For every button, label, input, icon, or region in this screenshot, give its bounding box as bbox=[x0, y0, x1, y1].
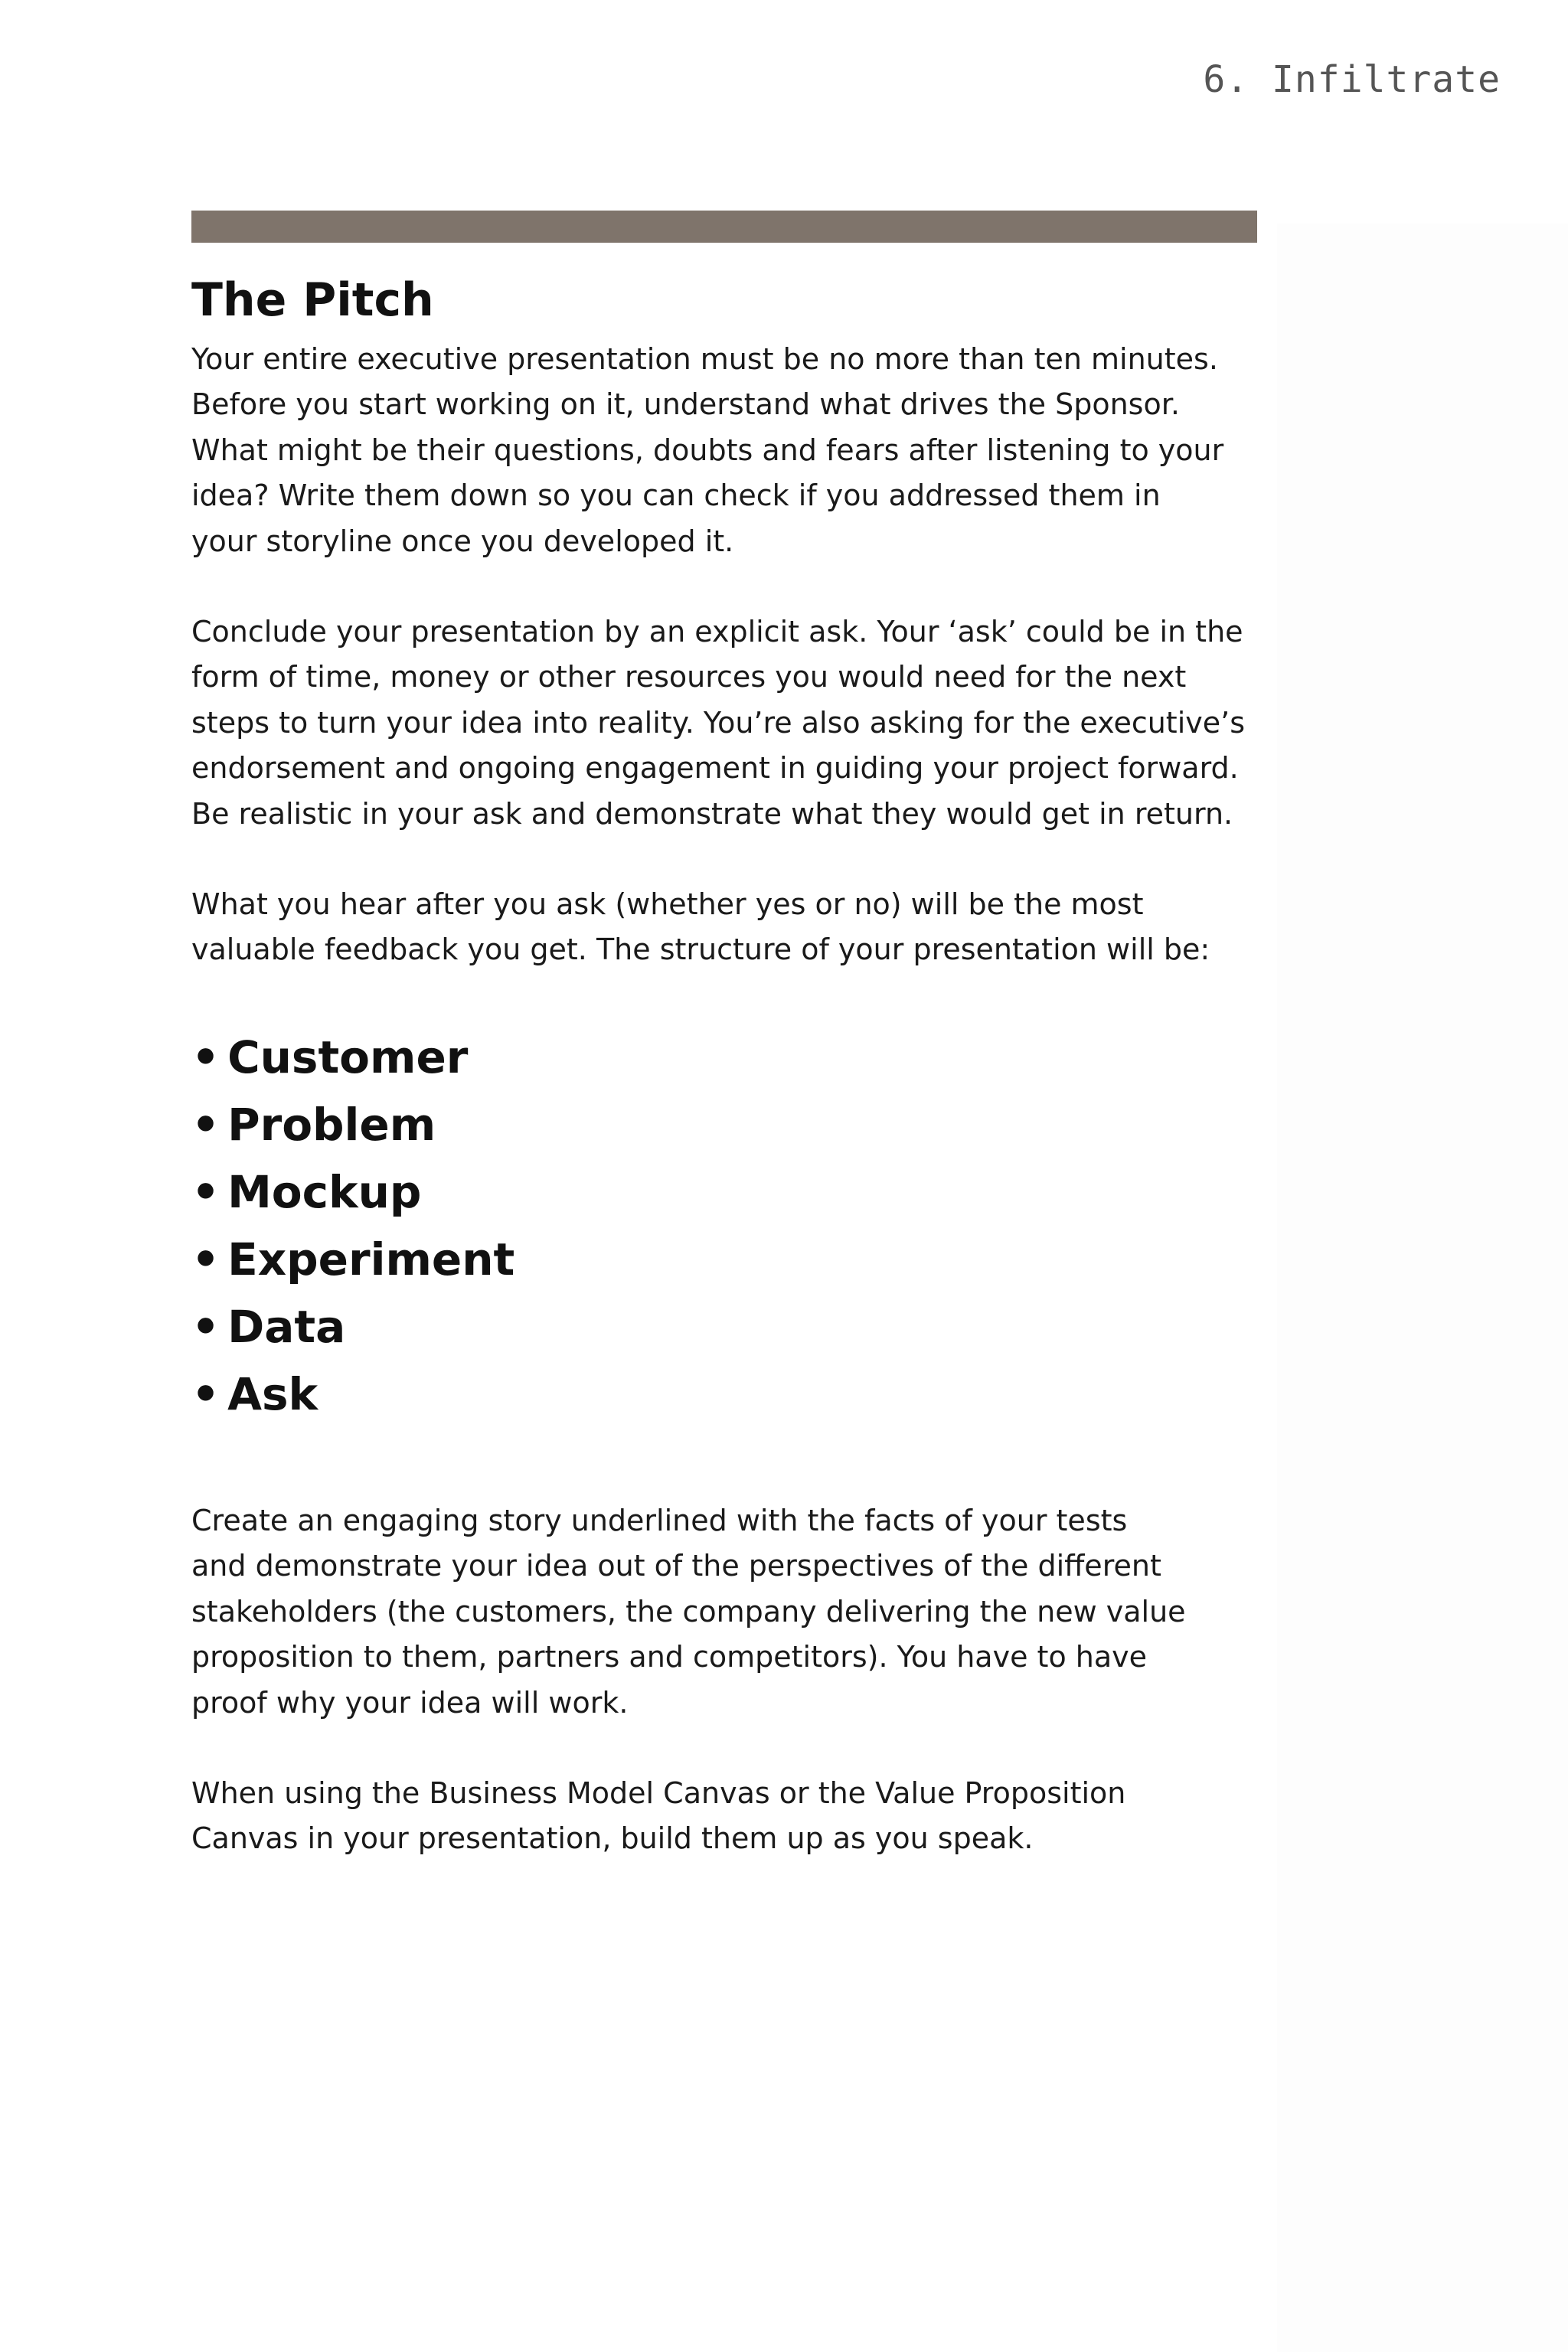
page-content bbox=[191, 270, 1279, 1862]
paragraph-gap bbox=[191, 1726, 1279, 1771]
paragraph-line: proposition to them, partners and competitors). You have to have bbox=[191, 1640, 1148, 1674]
paragraph-gap bbox=[191, 837, 1279, 882]
list-item-label: Data bbox=[227, 1300, 346, 1353]
bullet-icon: • bbox=[191, 1031, 220, 1083]
list-item-label: Problem bbox=[227, 1098, 436, 1151]
paragraph-story bbox=[191, 1498, 1279, 1726]
bullet-icon: • bbox=[191, 1165, 220, 1218]
paragraph-line: Your entire executive presentation must be no more than ten minutes. bbox=[191, 342, 1218, 376]
section-title: The Pitch bbox=[191, 273, 434, 327]
paragraph-line: form of time, money or other resources you would need for the next bbox=[191, 660, 1187, 694]
list-item-label: Ask bbox=[227, 1367, 318, 1420]
paragraph-line: Canvas in your presentation, build them up as you speak. bbox=[191, 1821, 1034, 1856]
paragraph-line: endorsement and ongoing engagement in guiding your project forward. bbox=[191, 751, 1239, 786]
bullet-icon: • bbox=[191, 1233, 220, 1285]
paragraph-ask bbox=[191, 609, 1279, 837]
structure-list bbox=[191, 1024, 1279, 1428]
list-item-label: Experiment bbox=[227, 1233, 515, 1285]
list-item bbox=[191, 1226, 1279, 1293]
paragraph-gap bbox=[191, 564, 1279, 609]
paragraph-canvas bbox=[191, 1771, 1279, 1862]
paragraph-line: When using the Business Model Canvas or the Value Proposition bbox=[191, 1775, 1126, 1810]
paragraph-line: What might be their questions, doubts and fears after listening to your bbox=[191, 433, 1224, 467]
bullet-icon: • bbox=[191, 1300, 220, 1353]
list-item bbox=[191, 1293, 1279, 1361]
paragraph-line: steps to turn your idea into reality. You’re also asking for the executive’s bbox=[191, 705, 1245, 740]
list-item bbox=[191, 1091, 1279, 1158]
chapter-header: 6. Infiltrate bbox=[1203, 58, 1501, 101]
paragraph-feedback bbox=[191, 882, 1279, 973]
paragraph-line: Conclude your presentation by an explicit ask. Your ‘ask’ could be in the bbox=[191, 615, 1243, 649]
paragraph-line: idea? Write them down so you can check if you addressed them in bbox=[191, 479, 1161, 513]
bullet-icon: • bbox=[191, 1367, 220, 1420]
paragraph-line: and demonstrate your idea out of the perspectives of the different bbox=[191, 1549, 1161, 1583]
list-item bbox=[191, 1024, 1279, 1091]
section-divider-bar bbox=[191, 211, 1257, 243]
list-item bbox=[191, 1158, 1279, 1226]
list-gap bbox=[191, 1428, 1279, 1498]
paragraph-line: stakeholders (the customers, the company delivering the new value bbox=[191, 1594, 1186, 1628]
paragraph-line: Before you start working on it, understand what drives the Sponsor. bbox=[191, 387, 1180, 422]
list-item-label: Customer bbox=[227, 1031, 469, 1083]
paragraph-line: Be realistic in your ask and demonstrate what they would get in return. bbox=[191, 796, 1233, 831]
list-item bbox=[191, 1361, 1279, 1428]
bullet-icon: • bbox=[191, 1098, 220, 1151]
paragraph-line: proof why your idea will work. bbox=[191, 1685, 629, 1720]
paragraph-line: valuable feedback you get. The structure of your presentation will be: bbox=[191, 933, 1210, 967]
right-margin-panel bbox=[1277, 224, 1568, 2352]
paragraph-line: Create an engaging story underlined with the facts of your tests bbox=[191, 1503, 1128, 1537]
list-item-label: Mockup bbox=[227, 1165, 422, 1218]
paragraph-line: your storyline once you developed it. bbox=[191, 524, 734, 558]
paragraph-intro bbox=[191, 337, 1279, 564]
paragraph-line: What you hear after you ask (whether yes or no) will be the most bbox=[191, 887, 1144, 922]
